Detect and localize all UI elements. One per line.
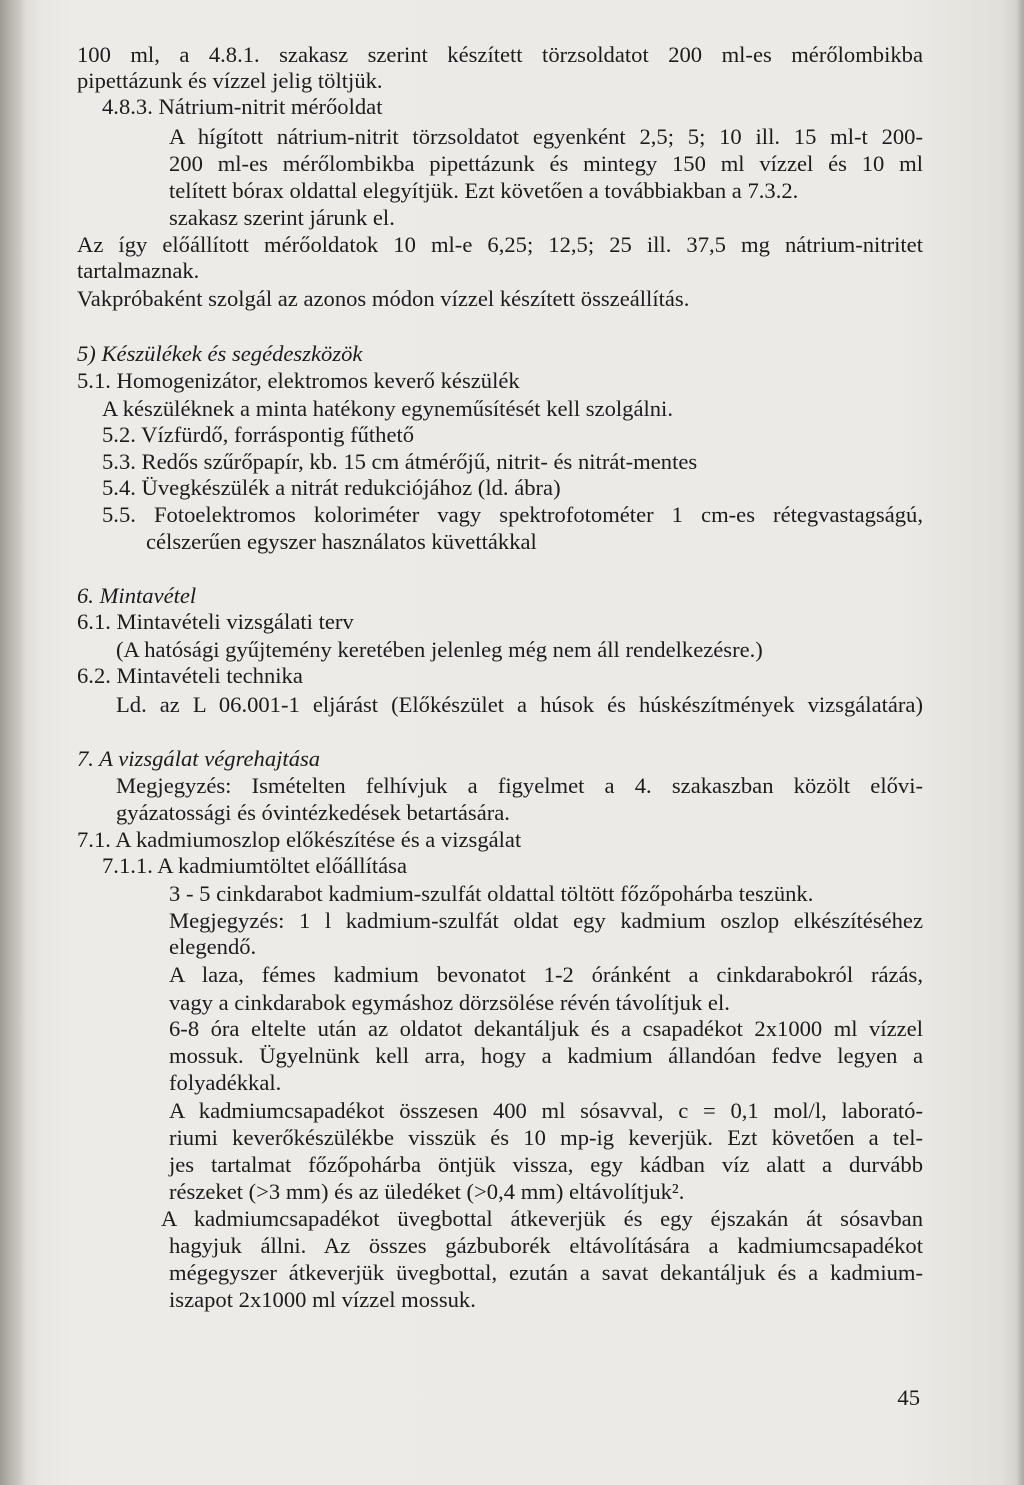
text-line: A készüléknek a minta hatékony egyneműsítését kell szolgálni. — [102, 396, 673, 421]
text-line: Megjegyzés: Ismételten felhívjuk a figyelmet a 4. szakaszban közölt elővi- — [116, 773, 923, 798]
text-line: riumi keverőkészülékbe visszük és 10 mp-ig keverjük. Ezt követően a tel- — [169, 1125, 923, 1150]
section-heading: 7. A vizsgálat végrehajtása — [77, 746, 321, 771]
section-heading: 6. Mintavétel — [77, 583, 197, 608]
text-line: 5.1. Homogenizátor, elektromos keverő készülék — [77, 368, 520, 393]
text-line: Ld. az L 06.001-1 eljárást (Előkészület a húsok és húskészítmények vizsgálatára) — [116, 692, 923, 717]
text-line: pipettázunk és vízzel jelig töltjük. — [77, 68, 383, 93]
page-number: 45 — [897, 1385, 920, 1410]
text-line: célszerűen egyszer használatos küvettákkal — [146, 529, 537, 554]
text-line: szakasz szerint járunk el. — [169, 205, 395, 230]
text-line: 6.1. Mintavételi vizsgálati terv — [77, 609, 354, 634]
text-line: vagy a cinkdarabok egymáshoz dörzsölése révén távolítjuk el. — [169, 990, 730, 1015]
text-line: (A hatósági gyűjtemény keretében jelenleg még nem áll rendelkezésre.) — [116, 637, 763, 662]
text-line: Vakpróbaként szolgál az azonos módon vízzel készített összeállítás. — [77, 286, 690, 311]
text-line: elegendő. — [169, 934, 257, 959]
text-line: 6-8 óra eltelte után az oldatot dekantáljuk és a csapadékot 2x1000 ml vízzel — [169, 1016, 923, 1041]
text-line: tartalmaznak. — [77, 258, 200, 283]
text-line: gyázatossági és óvintézkedések betartására. — [116, 800, 510, 825]
text-line: jes tartalmat főzőpohárba öntjük vissza, egy kádban víz alatt a durvább — [169, 1152, 923, 1177]
text-line: A laza, fémes kadmium bevonatot 1-2 óránként a cinkdarabokról rázás, — [169, 962, 923, 987]
text-line: mossuk. Ügyelnünk kell arra, hogy a kadmium állandóan fedve legyen a — [169, 1043, 923, 1068]
section-heading: 5) Készülékek és segédeszközök — [77, 341, 363, 366]
page-edge-shadow — [1016, 0, 1024, 1485]
text-line: folyadékkal. — [169, 1070, 282, 1095]
text-line: 4.8.3. Nátrium-nitrit mérőoldat — [102, 94, 383, 119]
page-binding-shadow — [0, 0, 26, 1485]
text-line: 3 - 5 cinkdarabot kadmium-szulfát oldattal töltött főzőpohárba teszünk. — [169, 881, 814, 906]
text-line: 7.1. A kadmiumoszlop előkészítése és a vizsgálat — [77, 827, 522, 852]
text-line: Megjegyzés: 1 l kadmium-szulfát oldat egy kadmium oszlop elkészítéséhez — [169, 908, 923, 933]
text-line: mégegyszer átkeverjük üvegbottal, ezután a savat dekantáljuk és a kadmium- — [169, 1260, 923, 1285]
text-line: 5.3. Redős szűrőpapír, kb. 15 cm átmérőjű, nitrit- és nitrát-mentes — [102, 449, 698, 474]
text-line: 5.2. Vízfürdő, forráspontig fűthető — [102, 422, 415, 447]
text-line: telített bórax oldattal elegyítjük. Ezt követően a továbbiakban a 7.3.2. — [169, 178, 799, 203]
text-line: A hígított nátrium-nitrit törzsoldatot egyenként 2,5; 5; 10 ill. 15 ml-t 200- — [169, 124, 923, 149]
text-line: A kadmiumcsapadékot összesen 400 ml sósavval, c = 0,1 mol/l, laborató- — [169, 1098, 923, 1123]
text-line: részeket (>3 mm) és az üledéket (>0,4 mm) eltávolítjuk². — [169, 1179, 685, 1204]
text-line: 5.4. Üvegkészülék a nitrát redukciójához (ld. ábra) — [102, 475, 561, 500]
text-line: 100 ml, a 4.8.1. szakasz szerint készített törzsoldatot 200 ml-es mérőlombikba — [77, 42, 923, 67]
text-line: 5.5. Fotoelektromos koloriméter vagy spektrofotométer 1 cm-es rétegvastagságú, — [102, 502, 923, 527]
text-line: iszapot 2x1000 ml vízzel mossuk. — [169, 1287, 476, 1312]
text-line: 6.2. Mintavételi technika — [77, 663, 303, 688]
text-line: hagyjuk állni. Az összes gázbuborék eltávolítására a kadmiumcsapadékot — [169, 1233, 923, 1258]
text-line: 200 ml-es mérőlombikba pipettázunk és mintegy 150 ml vízzel és 10 ml — [169, 151, 923, 176]
text-line: A kadmiumcsapadékot üvegbottal átkeverjük és egy éjszakán át sósavban — [161, 1206, 923, 1231]
text-line: Az így előállított mérőoldatok 10 ml-e 6,25; 12,5; 25 ill. 37,5 mg nátrium-nitritet — [77, 232, 923, 257]
text-line: 7.1.1. A kadmiumtöltet előállítása — [102, 853, 407, 878]
